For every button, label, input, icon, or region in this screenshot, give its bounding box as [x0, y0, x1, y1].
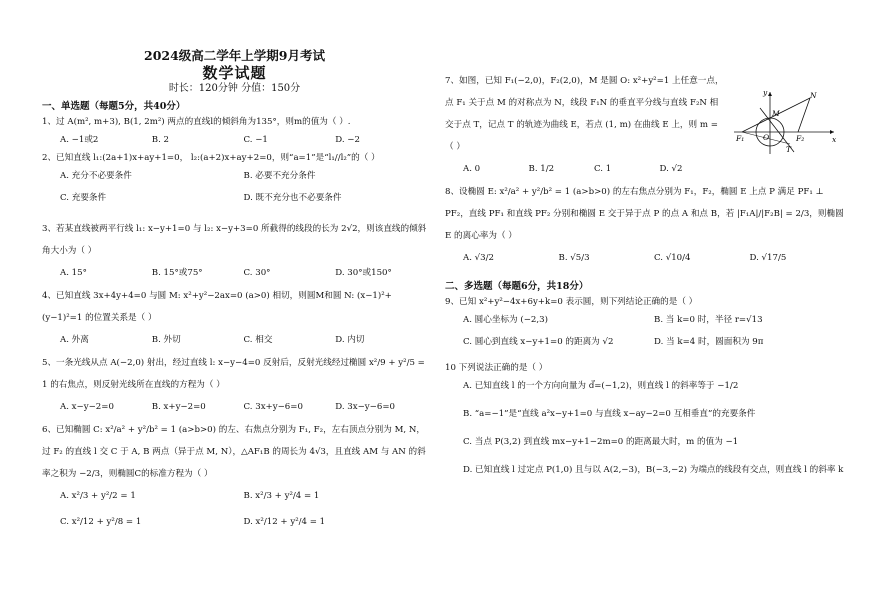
question-6	[42, 419, 427, 541]
question-1	[42, 116, 427, 147]
x-axis-arrow-icon	[830, 130, 834, 134]
option-d[interactable]: D. 30°或150°	[335, 268, 392, 278]
question-stem: 3、若某直线被两平行线 l₁: x−y+1=0 与 l₂: x−y+3=0 所截得的线段的长为 2√2，则该直线的倾斜角大小为（ ）	[42, 224, 427, 256]
option-d[interactable]: D. 已知直线 l 过定点 P(1,0) 且与以 A(2,−3)，B(−3,−2) 为端点的线段有交点，则直线 l 的斜率 k	[463, 465, 844, 475]
options	[42, 400, 427, 414]
option-b[interactable]: B. “a=−1”是“直线 a²x−y+1=0 与直线 x−ay−2=0 互相垂直”的充要条件	[463, 409, 756, 419]
question-8	[445, 181, 845, 265]
label-t: T	[786, 145, 792, 154]
option-c[interactable]: C. √10/4	[654, 253, 691, 263]
question-stem: 5、一条光线从点 A(−2,0) 射出，经过直线 l: x−y−4=0 反射后，反射光线经过椭圆 x²/9 + y²/5 = 1 的右焦点，则反射光线所在直线的方程为（ ）	[42, 358, 425, 390]
options	[445, 162, 725, 176]
section-multi-choice: 二、多选题（每题6分，共18分）	[445, 281, 589, 292]
option-b[interactable]: B. 1/2	[528, 164, 555, 174]
y-axis-arrow-icon	[768, 92, 772, 96]
question-stem: 1、过 A(m², m+3), B(1, 2m²) 两点的直线l的倾斜角为135°，则m的值为（ ）.	[42, 117, 351, 127]
question-5	[42, 352, 427, 414]
option-c[interactable]: C. 充要条件	[60, 193, 107, 203]
label-x: x	[832, 135, 837, 144]
option-a[interactable]: A. 15°	[60, 268, 87, 278]
options	[445, 379, 845, 491]
option-d[interactable]: D. √17/5	[749, 253, 787, 263]
question-stem: 10 下列说法正确的是（ ）	[445, 363, 548, 373]
option-a[interactable]: A. 圆心坐标为 (−2,3)	[463, 315, 548, 325]
option-a[interactable]: A. x²/3 + y²/2 = 1	[60, 491, 136, 501]
option-d[interactable]: D. 3x−y−6=0	[335, 402, 396, 412]
question-stem: 4、已知直线 3x+4y+4=0 与圆 M: x²+y²−2ax=0 (a>0) 相切，则圆M和圆 N: (x−1)²+(y−1)²=1 的位置关系是（ ）	[42, 291, 392, 323]
question-10	[445, 362, 845, 491]
question-stem: 6、已知椭圆 C: x²/a² + y²/b² = 1 (a>b>0) 的左、右焦点分别为 F₁, F₂，左右顶点分别为 M, N，过 F₂ 的直线 l 交 C 于 A, B 两点（异于点 M, N），△AF₁B 的周长为 4√3，且直线 AM 与 AN 的斜率之积为 −2/3，则椭圆C的标准方程为（ ）	[42, 425, 426, 479]
option-a[interactable]: A. 0	[463, 164, 481, 174]
question-9	[445, 296, 845, 357]
option-b[interactable]: B. 外切	[151, 335, 181, 345]
option-c[interactable]: C. x²/12 + y²/8 = 1	[60, 517, 142, 527]
question-stem: 8、设椭圆 E: x²/a² + y²/b² = 1 (a>b>0) 的左右焦点分别为 F₁，F₂，椭圆 E 上点 P 满足 PF₁ ⊥ PF₂，直线 PF₁ 和直线 PF₂ 分别和椭圆 E 交于异于点 P 的点 A 和点 B，若 |F₁A|/|F₂B| = 2/3，则椭圆 E 的离心率为（ ）	[445, 187, 844, 241]
exam-header	[42, 48, 427, 96]
exam-title: 2024级高二学年上学期9月考试	[144, 48, 325, 63]
label-y: y	[763, 88, 768, 97]
question-2	[42, 152, 427, 213]
option-d[interactable]: D. 内切	[335, 335, 365, 345]
option-a[interactable]: A. √3/2	[463, 253, 494, 263]
option-c[interactable]: C. 相交	[243, 335, 273, 345]
question-stem: 9、已知 x²+y²−4x+6y+k=0 表示圆，则下列结论正确的是（ ）	[445, 297, 698, 307]
option-c[interactable]: C. 3x+y−6=0	[243, 402, 303, 412]
label-o: O	[763, 133, 770, 142]
option-b[interactable]: B. x+y−2=0	[151, 402, 206, 412]
option-b[interactable]: B. 当 k=0 时，半径 r=√13	[654, 315, 763, 325]
label-n: N	[810, 91, 817, 100]
option-a[interactable]: A. 已知直线 l 的一个方向向量为 d⃗=(−1,2)，则直线 l 的斜率等于 −1/2	[463, 381, 739, 391]
left-column	[42, 48, 427, 546]
option-b[interactable]: B. √5/3	[558, 253, 590, 263]
option-b[interactable]: B. 2	[151, 135, 169, 145]
option-a[interactable]: A. x−y−2=0	[60, 402, 114, 412]
question-stem: 7、如图，已知 F₁(−2,0)，F₂(2,0)，M 是圆 O: x²+y²=1 上任意一点，点 F₁ 关于点 M 的对称点为 N，线段 F₁N 的垂直平分线与直线 F₂N 相交于点 T，记点 T 的轨迹为曲线 E，若点 (1, m) 在曲线 E 上，则 m =（ ）	[445, 76, 724, 152]
option-b[interactable]: B. 必要不充分条件	[243, 171, 316, 181]
options	[42, 266, 427, 280]
option-c[interactable]: C. 30°	[243, 268, 271, 278]
question-3	[42, 218, 427, 280]
exam-subject: 数学试题	[202, 64, 267, 82]
label-m: M	[772, 109, 780, 118]
options	[445, 313, 845, 357]
exam-meta: 时长：120分钟 分值：150分	[168, 83, 301, 94]
option-c[interactable]: C. 当点 P(3,2) 到直线 mx−y+1−2m=0 的距离最大时，m 的值为 −1	[463, 437, 739, 447]
options	[42, 333, 427, 347]
option-d[interactable]: D. −2	[335, 135, 360, 145]
question-4	[42, 285, 427, 347]
option-a[interactable]: A. 外离	[60, 335, 89, 345]
section-single-choice: 一、单选题（每题5分，共40分）	[42, 101, 186, 112]
options	[42, 489, 427, 541]
options	[42, 133, 427, 147]
option-b[interactable]: B. 15°或75°	[151, 268, 203, 278]
options	[445, 251, 845, 265]
option-c[interactable]: C. 1	[594, 164, 612, 174]
option-c[interactable]: C. 圆心到直线 x−y+1=0 的距离为 √2	[463, 337, 614, 347]
option-d[interactable]: D. x²/12 + y²/4 = 1	[243, 517, 326, 527]
question-stem: 2、已知直线 l₁:(2a+1)x+ay+1=0， l₂:(a+2)x+ay+2=0，则“a=1”是“l₁//l₂”的（ ）	[42, 153, 380, 163]
option-d[interactable]: D. 当 k=4 时，圆面积为 9π	[654, 337, 764, 347]
label-f1: F₁	[736, 134, 745, 143]
options	[42, 169, 427, 213]
option-c[interactable]: C. −1	[243, 135, 268, 145]
label-f2: F₂	[796, 134, 805, 143]
option-a[interactable]: A. −1或2	[60, 135, 99, 145]
option-d[interactable]: D. 既不充分也不必要条件	[243, 193, 342, 203]
option-d[interactable]: D. √2	[659, 164, 683, 174]
option-a[interactable]: A. 充分不必要条件	[60, 171, 132, 181]
q7-figure	[730, 88, 840, 156]
option-b[interactable]: B. x²/3 + y²/4 = 1	[243, 491, 320, 501]
